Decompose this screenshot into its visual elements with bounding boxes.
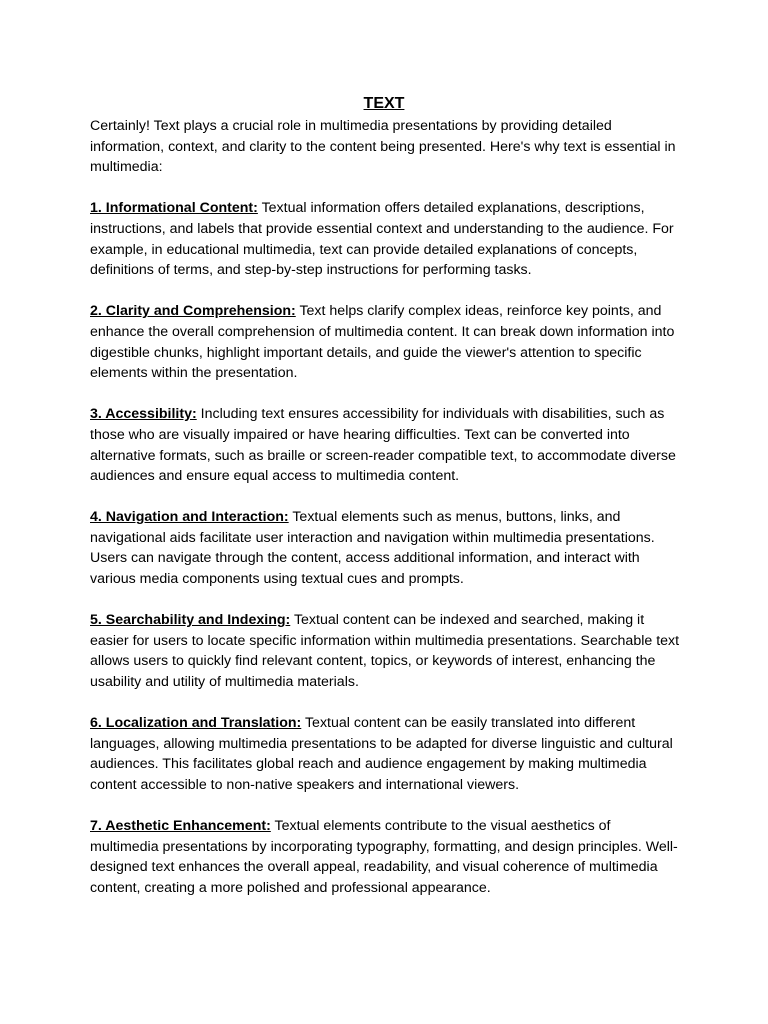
section-informational-content xyxy=(90,198,682,280)
section-body: Textual information offers detailed explanations, descriptions, instructions, and labels that provide essential context and understanding to the audience. For example, in educational multimedia, text can provide detailed explanations of concepts, definitions of terms, and step-by-step instructions for performing tasks. xyxy=(90,200,674,279)
section-body: Text helps clarify complex ideas, reinforce key points, and enhance the overall comprehension of multimedia content. It can break down information into digestible chunks, highlight important details, and guide the viewer's attention to specific elements within the presentation. xyxy=(90,303,675,382)
section-body: Textual content can be easily translated into different languages, allowing multimedia presentations to be adapted for diverse linguistic and cultural audiences. This facilitates global reach and audience engagement by making multimedia content accessible to non-native speakers and international viewers. xyxy=(90,715,673,793)
intro-paragraph: Certainly! Text plays a crucial role in multimedia presentations by providing detailed information, context, and clarity to the content being presented. Here's why text is essential in multimedia: xyxy=(90,118,676,176)
section-aesthetic-enhancement xyxy=(90,816,682,898)
section-heading: 1. Informational Content: xyxy=(90,200,258,217)
section-clarity-and-comprehension xyxy=(90,301,682,383)
section-accessibility xyxy=(90,404,682,486)
section-navigation-and-interaction xyxy=(90,507,682,589)
page-title: TEXT xyxy=(363,95,405,112)
section-heading: 2. Clarity and Comprehension: xyxy=(90,303,296,320)
section-body: Textual elements such as menus, buttons, links, and navigational aids facilitate user interaction and navigation within multimedia presentations. Users can navigate through the content, access additional information, and interact with various media components using textual cues and prompts. xyxy=(90,509,655,588)
section-heading: 6. Localization and Translation: xyxy=(90,715,302,732)
section-body: Including text ensures accessibility for individuals with disabilities, such as those who are visually impaired or have hearing difficulties. Text can be converted into alternative formats, such as braille or screen-reader compatible text, to accommodate diverse audiences and ensure equal access to multimedia content. xyxy=(90,406,676,485)
section-heading: 3. Accessibility: xyxy=(90,406,197,423)
section-body: Textual elements contribute to the visual aesthetics of multimedia presentations by incorporating typography, formatting, and design principles. Well-designed text enhances the overall appeal, readability, and visual coherence of multimedia content, creating a more polished and professional appearance. xyxy=(90,818,678,896)
section-heading: 7. Aesthetic Enhancement: xyxy=(90,818,271,835)
section-searchability-and-indexing xyxy=(90,610,682,692)
document-body xyxy=(90,116,682,919)
section-heading: 4. Navigation and Interaction: xyxy=(90,509,289,526)
section-localization-and-translation xyxy=(90,713,682,795)
section-heading: 5. Searchability and Indexing: xyxy=(90,612,291,629)
section-body: Textual content can be indexed and searched, making it easier for users to locate specific information within multimedia presentations. Searchable text allows users to quickly find relevant content, topics, or keywords of interest, enhancing the usability and utility of multimedia materials. xyxy=(90,612,680,691)
